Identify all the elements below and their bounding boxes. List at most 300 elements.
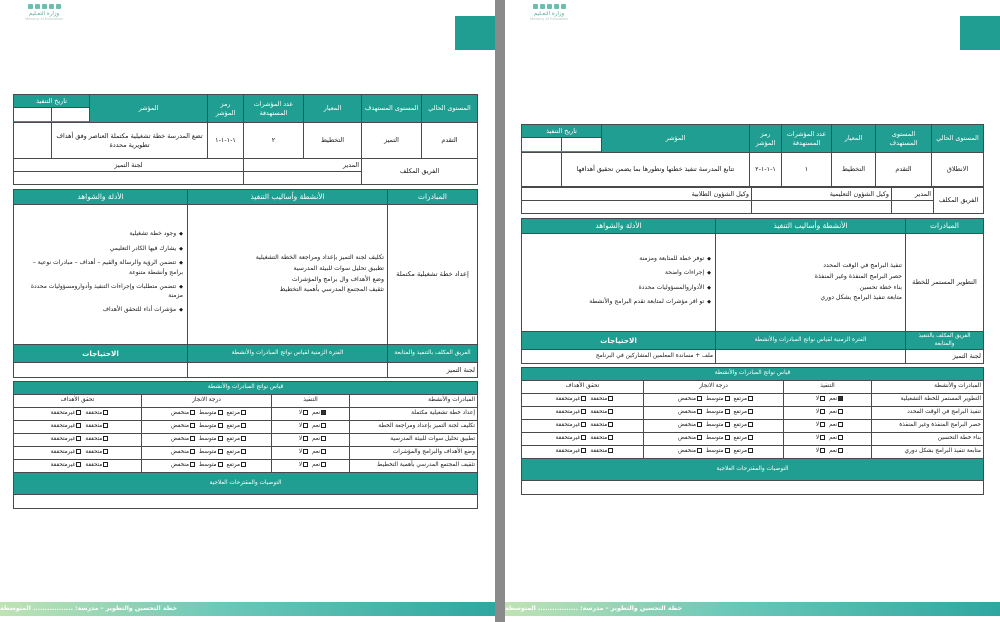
checkbox[interactable]	[748, 409, 753, 414]
checkbox-option[interactable]	[590, 396, 613, 404]
activity-item: حصر البرامج المنفذة وغير المنفذة	[814, 272, 902, 280]
team-cell	[892, 201, 934, 214]
col-num-indicators: عدد المؤشرات المستهدفة	[782, 125, 832, 153]
checkbox[interactable]	[838, 448, 843, 453]
checkbox[interactable]	[748, 396, 753, 401]
checkbox-option[interactable]	[734, 422, 753, 430]
checkbox-label: لا	[815, 435, 820, 442]
checkbox-label: منخفض	[170, 436, 189, 443]
recommendations-body	[521, 481, 983, 495]
initiatives-table	[521, 218, 984, 364]
num-indicators: ١	[782, 153, 832, 187]
ministry-name: وزارة التعـليم	[28, 11, 60, 17]
followup-team-value: لجنة التميز	[906, 350, 984, 364]
ministry-logo	[14, 4, 74, 32]
col-current-level: المستوى الحالي	[422, 95, 478, 123]
checkbox-option[interactable]	[816, 409, 825, 417]
checkbox-option[interactable]	[734, 396, 753, 404]
measure-item: وضع الأهداف والبرامج والمؤشرات	[350, 447, 478, 460]
checkbox-option[interactable]	[312, 436, 326, 444]
checkbox-option[interactable]	[706, 448, 730, 456]
level-options	[644, 407, 784, 420]
checkbox-label: مرتفع	[226, 449, 240, 456]
checkbox[interactable]	[608, 396, 613, 401]
evidence-item: ◆ تو افر مؤشرات لمتابعة تقدم البرامج والأنشطة	[526, 297, 711, 307]
level-options	[644, 394, 784, 407]
checkbox-option[interactable]	[227, 462, 246, 470]
checkbox[interactable]	[303, 423, 308, 428]
checkbox[interactable]	[697, 422, 702, 427]
followup-team-value: لجنة التميز	[388, 363, 478, 378]
checkbox[interactable]	[697, 448, 702, 453]
checkbox-label: منخفض	[170, 449, 189, 456]
measure-row	[521, 394, 983, 407]
col-standard: المعيار	[304, 95, 362, 123]
checkbox-label: غيرمتحققة	[50, 449, 76, 456]
checkbox[interactable]	[697, 435, 702, 440]
checkbox[interactable]	[321, 462, 326, 467]
checkbox-option[interactable]	[85, 436, 108, 444]
checkbox-option[interactable]	[299, 423, 308, 431]
checkbox-option[interactable]	[678, 448, 702, 456]
exec-date-label: تاريخ التنفيذ	[36, 97, 67, 106]
checkbox-option[interactable]	[829, 422, 843, 430]
followup-period-value	[716, 350, 906, 364]
achieve-options	[13, 408, 141, 421]
measure-item: بناء خطة التحسين	[872, 433, 984, 446]
checkbox-label: متوسط	[705, 422, 724, 429]
checkbox[interactable]	[303, 462, 308, 467]
checkbox[interactable]	[838, 422, 843, 427]
checkbox-option[interactable]	[312, 462, 326, 470]
checkbox-option[interactable]	[678, 409, 702, 417]
indicator-code: ١-١-١-١	[208, 123, 244, 159]
checkbox-option[interactable]	[556, 435, 587, 443]
checkbox-label: غيرمتحققة	[555, 422, 581, 429]
checkbox-option[interactable]	[199, 410, 223, 418]
evidence-cell	[522, 234, 716, 332]
team-cell	[14, 172, 244, 185]
checkbox[interactable]	[241, 436, 246, 441]
checkbox-option[interactable]	[51, 436, 82, 444]
measure-row	[13, 447, 477, 460]
checkbox[interactable]	[838, 435, 843, 440]
checkbox-option[interactable]	[829, 409, 843, 417]
measure-row	[521, 420, 983, 433]
checkbox-label: نعم	[312, 410, 321, 417]
checkbox-option[interactable]	[829, 448, 843, 456]
checkbox-option[interactable]	[556, 409, 587, 417]
checkbox-label: مرتفع	[733, 435, 747, 442]
activities-cell	[188, 205, 388, 345]
evidence-item: ◆ مؤشرات أداء للتحقق الأهداف	[18, 305, 183, 315]
section-activities: الأنشطة وأساليب التنفيذ	[716, 219, 906, 234]
current-level: الانطلاق	[932, 153, 984, 187]
measure-col-item: المبادرات والأنشطة	[872, 381, 984, 394]
checkbox-label: منخفض	[677, 448, 696, 455]
followup-period-label: الفترة الزمنية لقياس نواتج المبادرات والأنشطة	[188, 345, 388, 363]
ministry-sub: Ministry of Education	[530, 17, 568, 21]
checkbox[interactable]	[218, 462, 223, 467]
checkbox[interactable]	[725, 422, 730, 427]
checkbox[interactable]	[190, 423, 195, 428]
measure-col-exec: التنفيذ	[784, 381, 872, 394]
followup-needs-label: الاحتياجات	[14, 345, 188, 363]
measure-row	[521, 446, 983, 459]
checkbox[interactable]	[321, 410, 326, 415]
measure-item: حصر البرامج المنفذة وغير المنفذة	[872, 420, 984, 433]
checkbox-option[interactable]	[590, 422, 613, 430]
checkbox-label: متوسط	[198, 423, 217, 430]
ministry-name: وزارة التعـليم	[533, 11, 565, 17]
checkbox-label: متحققة	[85, 449, 103, 456]
level-options	[142, 447, 272, 460]
followup-period-label: الفترة الزمنية لقياس نواتج المبادرات والأنشطة	[716, 332, 906, 350]
checkbox-label: غيرمتحققة	[555, 409, 581, 416]
checkbox-option[interactable]	[299, 462, 308, 470]
checkbox[interactable]	[697, 409, 702, 414]
indicator-code: ١-١-١-٢	[750, 153, 782, 187]
level-options	[644, 420, 784, 433]
checkbox-option[interactable]	[556, 396, 587, 404]
achieve-options	[13, 460, 141, 473]
activity-item: بناء خطة تحسين	[859, 283, 902, 291]
checkbox-option[interactable]	[678, 396, 702, 404]
col-num-indicators: عدد المؤشرات المستهدفة	[244, 95, 304, 123]
col-indicator: المؤشر	[602, 125, 750, 153]
achieve-options	[521, 407, 643, 420]
checkbox[interactable]	[697, 396, 702, 401]
checkbox-option[interactable]	[312, 449, 326, 457]
exec-options	[784, 394, 872, 407]
checkbox[interactable]	[218, 449, 223, 454]
measure-title: قياس نواتج المبادرات والأنشطة	[521, 368, 983, 381]
checkbox[interactable]	[103, 410, 108, 415]
checkbox[interactable]	[725, 409, 730, 414]
team-table	[521, 187, 984, 214]
level-options	[142, 421, 272, 434]
checkbox-label: منخفض	[677, 409, 696, 416]
measure-rows	[13, 408, 477, 473]
checkbox-option[interactable]	[678, 422, 702, 430]
checkbox-option[interactable]	[199, 449, 223, 457]
checkbox-label: متوسط	[198, 449, 217, 456]
checkbox-option[interactable]	[706, 396, 730, 404]
checkbox[interactable]	[321, 423, 326, 428]
checkbox[interactable]	[581, 409, 586, 414]
checkbox-label: لا	[298, 436, 303, 443]
checkbox-label: منخفض	[170, 410, 189, 417]
col-current-level: المستوى الحالي	[932, 125, 984, 153]
level-options	[142, 434, 272, 447]
checkbox-option[interactable]	[227, 436, 246, 444]
checkbox-option[interactable]	[312, 423, 326, 431]
checkbox-option[interactable]	[299, 449, 308, 457]
checkbox-option[interactable]	[734, 448, 753, 456]
checkbox-label: غيرمتحققة	[555, 448, 581, 455]
checkbox[interactable]	[321, 436, 326, 441]
checkbox-option[interactable]	[199, 423, 223, 431]
checkbox[interactable]	[725, 396, 730, 401]
checkbox-label: لا	[298, 423, 303, 430]
plan-document	[522, 124, 984, 495]
checkbox-label: منخفض	[170, 423, 189, 430]
measure-item: تطبيق تحليل سوات للبيئة المدرسية	[350, 434, 478, 447]
measure-col-level: درجة الانجاز	[644, 381, 784, 394]
initiative-text: إعداد خطة تشغيلية مكتملة	[388, 205, 478, 345]
checkbox[interactable]	[608, 448, 613, 453]
checkbox[interactable]	[241, 462, 246, 467]
checkbox-label: مرتفع	[226, 410, 240, 417]
checkbox-option[interactable]	[816, 448, 825, 456]
activity-item: تكليف لجنة التميز بإعداد ومراجعة الخطة التشغيلية	[255, 253, 384, 261]
checkbox-label: مرتفع	[733, 422, 747, 429]
checkbox[interactable]	[241, 449, 246, 454]
achieve-options	[521, 420, 643, 433]
checkbox[interactable]	[103, 436, 108, 441]
checkbox-option[interactable]	[556, 448, 587, 456]
exec-options	[784, 420, 872, 433]
ministry-sub: Ministry of Education	[25, 17, 63, 21]
checkbox-option[interactable]	[171, 462, 195, 470]
checkbox[interactable]	[608, 409, 613, 414]
checkbox-option[interactable]	[171, 449, 195, 457]
measure-item: تثقيف المجتمع المدرسي بأهمية التخطيط	[350, 460, 478, 473]
checkbox-option[interactable]	[227, 410, 246, 418]
checkbox-option[interactable]	[171, 423, 195, 431]
checkbox[interactable]	[820, 422, 825, 427]
checkbox-label: متحققة	[590, 448, 608, 455]
checkbox[interactable]	[748, 422, 753, 427]
target-level: التقدم	[876, 153, 932, 187]
checkbox-option[interactable]	[590, 409, 613, 417]
activity-item: تطبيق تحليل سوات للبيئة المدرسية	[293, 264, 384, 272]
level-options	[644, 446, 784, 459]
checkbox-option[interactable]	[829, 435, 843, 443]
checkbox-option[interactable]	[51, 462, 82, 470]
exec-options	[784, 446, 872, 459]
checkbox[interactable]	[725, 435, 730, 440]
measure-title: قياس نواتج المبادرات والأنشطة	[13, 382, 477, 395]
checkbox-option[interactable]	[227, 449, 246, 457]
checkbox[interactable]	[241, 410, 246, 415]
checkbox[interactable]	[76, 449, 81, 454]
checkbox-label: متوسط	[198, 462, 217, 469]
checkbox-option[interactable]	[85, 449, 108, 457]
page-left	[0, 0, 495, 622]
measure-item: متابعة تنفيذ البرامج بشكل دوري	[872, 446, 984, 459]
checkbox[interactable]	[321, 449, 326, 454]
checkbox-option[interactable]	[51, 423, 82, 431]
exec-date-value	[14, 123, 52, 159]
checkbox-option[interactable]	[734, 435, 753, 443]
evidence-item: ◆ توفر خطة للمتابعة ومزمنة	[526, 254, 711, 264]
checkbox[interactable]	[820, 396, 825, 401]
checkbox-label: لا	[298, 462, 303, 469]
checkbox-label: منخفض	[170, 462, 189, 469]
num-indicators: ٢	[244, 123, 304, 159]
checkbox[interactable]	[303, 449, 308, 454]
checkbox[interactable]	[103, 462, 108, 467]
checkbox-option[interactable]	[51, 449, 82, 457]
checkbox-label: متوسط	[705, 448, 724, 455]
checkbox[interactable]	[581, 435, 586, 440]
measure-rows	[521, 394, 983, 459]
checkbox-option[interactable]	[734, 409, 753, 417]
checkbox-label: مرتفع	[226, 436, 240, 443]
indicator-table	[13, 94, 478, 185]
checkbox-label: مرتفع	[733, 448, 747, 455]
checkbox-option[interactable]	[85, 410, 108, 418]
col-code: رمز المؤشر	[208, 95, 244, 123]
checkbox[interactable]	[190, 410, 195, 415]
checkbox-option[interactable]	[227, 423, 246, 431]
checkbox-option[interactable]	[706, 422, 730, 430]
checkbox-label: نعم	[312, 449, 321, 456]
checkbox[interactable]	[838, 396, 843, 401]
recommendations-body	[13, 495, 477, 509]
checkbox-label: غيرمتحققة	[50, 462, 76, 469]
checkbox-option[interactable]	[51, 410, 82, 418]
measure-row	[521, 407, 983, 420]
checkbox-option[interactable]	[706, 435, 730, 443]
checkbox[interactable]	[748, 435, 753, 440]
checkbox[interactable]	[581, 448, 586, 453]
checkbox-option[interactable]	[85, 462, 108, 470]
measure-table	[13, 381, 478, 509]
checkbox-option[interactable]	[171, 410, 195, 418]
initiative-text: التطوير المستمر للخطة	[906, 234, 984, 332]
measure-row	[521, 433, 983, 446]
checkbox[interactable]	[241, 423, 246, 428]
checkbox[interactable]	[725, 448, 730, 453]
standard: التخطيط	[832, 153, 876, 187]
plan-document	[14, 94, 478, 509]
exec-options	[272, 460, 350, 473]
checkbox[interactable]	[748, 448, 753, 453]
checkbox-option[interactable]	[199, 436, 223, 444]
checkbox[interactable]	[103, 449, 108, 454]
checkbox-label: متحققة	[590, 396, 608, 403]
checkbox-option[interactable]	[85, 423, 108, 431]
checkbox[interactable]	[218, 423, 223, 428]
exec-date-value	[522, 153, 562, 187]
checkbox-option[interactable]	[299, 410, 308, 418]
checkbox[interactable]	[76, 410, 81, 415]
checkbox-label: غيرمتحققة	[50, 436, 76, 443]
checkbox-option[interactable]	[816, 396, 825, 404]
team-label: الفريق المكلف	[934, 188, 984, 214]
followup-team-label: الفريق المكلف بالتنفيذ والمتابعة	[906, 332, 984, 350]
checkbox-option[interactable]	[706, 409, 730, 417]
measure-col-achieve: تحقق الأهداف	[13, 395, 141, 408]
checkbox-label: متوسط	[705, 435, 724, 442]
checkbox-label: لا	[815, 396, 820, 403]
checkbox-option[interactable]	[678, 435, 702, 443]
checkbox[interactable]	[608, 422, 613, 427]
checkbox[interactable]	[820, 448, 825, 453]
col-code: رمز المؤشر	[750, 125, 782, 153]
checkbox-label: لا	[815, 409, 820, 416]
current-level: التقدم	[422, 123, 478, 159]
achieve-options	[521, 394, 643, 407]
section-activities: الأنشطة وأساليب التنفيذ	[188, 190, 388, 205]
team-cell: المدير	[892, 188, 934, 201]
checkbox[interactable]	[838, 409, 843, 414]
checkbox-label: مرتفع	[226, 423, 240, 430]
standard: التخطيط	[304, 123, 362, 159]
checkbox-option[interactable]	[590, 448, 613, 456]
evidence-item: ◆ الأدواروالمسؤوليات محددة	[526, 283, 711, 293]
checkbox-option[interactable]	[299, 436, 308, 444]
checkbox-label: متحققة	[590, 422, 608, 429]
recommendations-title: التوصيات والمقترحات العلاجية	[13, 473, 477, 495]
col-standard: المعيار	[832, 125, 876, 153]
checkbox-label: مرتفع	[733, 409, 747, 416]
checkbox[interactable]	[190, 436, 195, 441]
section-evidence: الأدلة والشواهد	[14, 190, 188, 205]
checkbox[interactable]	[190, 449, 195, 454]
measure-col-level: درجة الانجاز	[142, 395, 272, 408]
checkbox[interactable]	[581, 396, 586, 401]
checkbox[interactable]	[76, 423, 81, 428]
evidence-item: ◆ تتضمن متطلبات وإجراءات التنفيذ وأدوارومسؤوليات محددة مزمنة	[18, 282, 183, 301]
followup-needs-value: ملف + مساندة المعلمين المشاركين في البرنامج	[522, 350, 716, 364]
checkbox-option[interactable]	[312, 410, 326, 418]
checkbox-label: منخفض	[677, 422, 696, 429]
checkbox[interactable]	[820, 435, 825, 440]
checkbox-option[interactable]	[556, 422, 587, 430]
measure-col-achieve: تحقق الأهداف	[521, 381, 643, 394]
checkbox-option[interactable]	[199, 462, 223, 470]
team-cell	[522, 201, 752, 214]
checkbox-option[interactable]	[171, 436, 195, 444]
activity-item: متابعة تنفيذ البرامج بشكل دوري	[820, 294, 902, 302]
followup-needs-value	[14, 363, 188, 378]
checkbox[interactable]	[76, 436, 81, 441]
followup-needs-label: الاحتياجات	[522, 332, 716, 350]
checkbox-option[interactable]	[590, 435, 613, 443]
checkbox[interactable]	[608, 435, 613, 440]
checkbox-option[interactable]	[816, 422, 825, 430]
checkbox[interactable]	[218, 436, 223, 441]
checkbox-label: غيرمتحققة	[50, 410, 76, 417]
checkbox[interactable]	[303, 436, 308, 441]
exec-options	[272, 408, 350, 421]
checkbox[interactable]	[303, 410, 308, 415]
target-level: التميز	[362, 123, 422, 159]
checkbox[interactable]	[190, 462, 195, 467]
evidence-item: ◆ يشارك فيها الكادر التعليمي	[18, 244, 183, 254]
checkbox-label: متوسط	[198, 436, 217, 443]
checkbox-option[interactable]	[816, 435, 825, 443]
checkbox-label: منخفض	[677, 396, 696, 403]
checkbox-label: متوسط	[705, 409, 724, 416]
checkbox[interactable]	[581, 422, 586, 427]
checkbox-label: غيرمتحققة	[50, 423, 76, 430]
col-exec-date	[522, 125, 602, 153]
checkbox[interactable]	[820, 409, 825, 414]
page-footer: خطة التحسين والتطوير – مدرسة: ................. المتوسطة	[505, 602, 1000, 616]
checkbox-option[interactable]	[829, 396, 843, 404]
activity-item: تنفيذ البرامج في الوقت المحدد	[823, 261, 902, 269]
checkbox[interactable]	[76, 462, 81, 467]
checkbox[interactable]	[218, 410, 223, 415]
checkbox-label: نعم	[829, 422, 838, 429]
checkbox[interactable]	[103, 423, 108, 428]
achieve-options	[13, 421, 141, 434]
team-cell: وكيل الشؤون الطلابية	[522, 188, 752, 201]
